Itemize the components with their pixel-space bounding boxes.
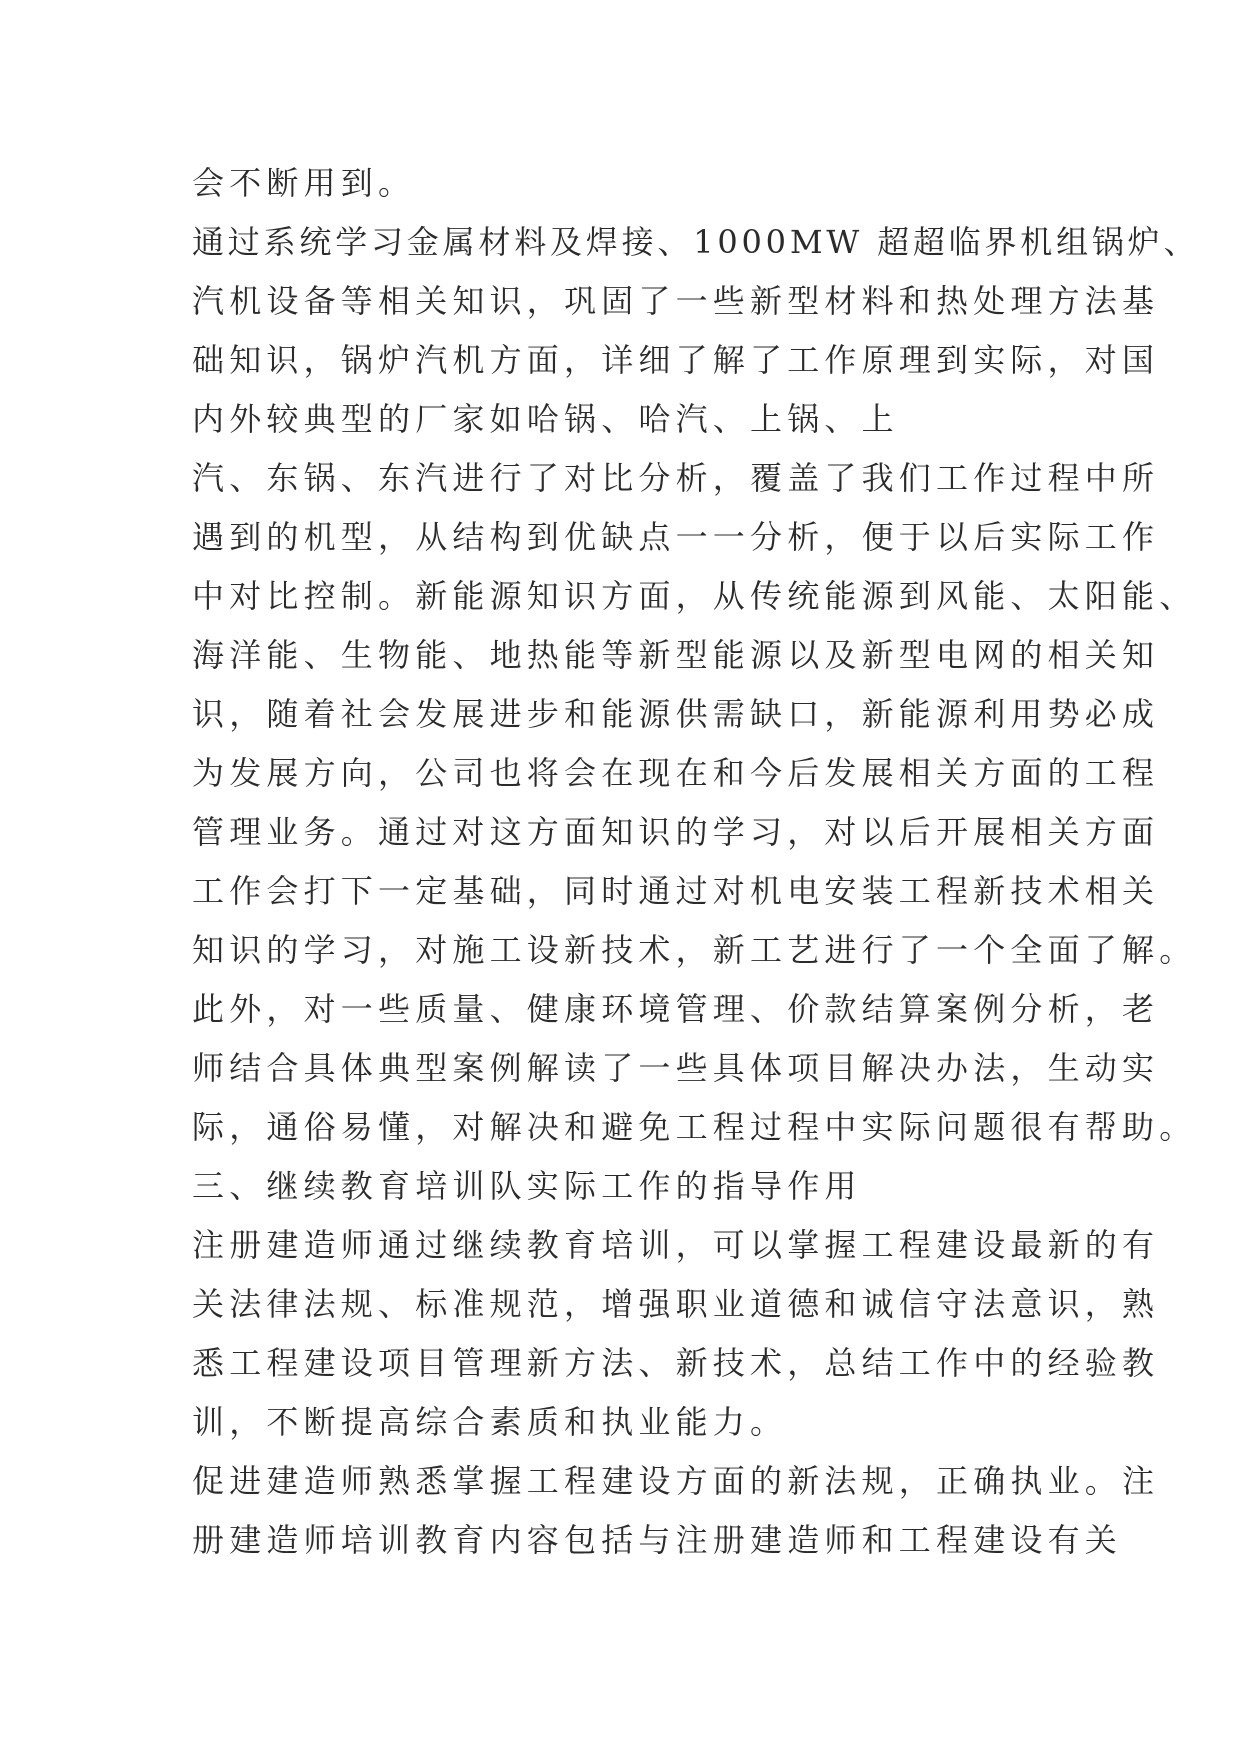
text-line: 遇到的机型，从结构到优缺点一一分析，便于以后实际工作: [192, 518, 1160, 556]
text-line: 中对比控制。新能源知识方面，从传统能源到风能、太阳能、: [192, 577, 1197, 615]
text-line: 通过系统学习金属材料及焊接、1000MW 超超临界机组锅炉、: [192, 223, 1200, 261]
text-line: 知识的学习，对施工设新技术，新工艺进行了一个全面了解。: [192, 931, 1197, 969]
section-heading: 三、继续教育培训队实际工作的指导作用: [192, 1167, 862, 1205]
text-line: 训，不断提高综合素质和执业能力。: [192, 1403, 788, 1441]
text-line: 为发展方向，公司也将会在现在和今后发展相关方面的工程: [192, 754, 1160, 792]
text-line: 师结合具体典型案例解读了一些具体项目解决办法，生动实: [192, 1049, 1160, 1087]
text-line: 促进建造师熟悉掌握工程建设方面的新法规，正确执业。注: [192, 1462, 1160, 1500]
text-line: 管理业务。通过对这方面知识的学习，对以后开展相关方面: [192, 813, 1160, 851]
text-line: 工作会打下一定基础，同时通过对机电安装工程新技术相关: [192, 872, 1160, 910]
text-line: 汽机设备等相关知识，巩固了一些新型材料和热处理方法基: [192, 282, 1160, 320]
text-line: 海洋能、生物能、地热能等新型能源以及新型电网的相关知: [192, 636, 1160, 674]
text-line: 此外，对一些质量、健康环境管理、价款结算案例分析，老: [192, 990, 1160, 1028]
text-line: 注册建造师通过继续教育培训，可以掌握工程建设最新的有: [192, 1226, 1160, 1264]
text-line: 关法律法规、标准规范，增强职业道德和诚信守法意识，熟: [192, 1285, 1160, 1323]
text-line: 汽、东锅、东汽进行了对比分析，覆盖了我们工作过程中所: [192, 459, 1160, 497]
text-line: 础知识，锅炉汽机方面，详细了解了工作原理到实际，对国: [192, 341, 1160, 379]
text-line: 册建造师培训教育内容包括与注册建造师和工程建设有关: [192, 1521, 1123, 1559]
text-line: 会不断用到。: [192, 164, 416, 202]
text-line: 际，通俗易懂，对解决和避免工程过程中实际问题很有帮助。: [192, 1108, 1197, 1146]
text-line: 内外较典型的厂家如哈锅、哈汽、上锅、上: [192, 400, 899, 438]
text-line: 识，随着社会发展进步和能源供需缺口，新能源利用势必成: [192, 695, 1160, 733]
text-line: 悉工程建设项目管理新方法、新技术，总结工作中的经验教: [192, 1344, 1160, 1382]
